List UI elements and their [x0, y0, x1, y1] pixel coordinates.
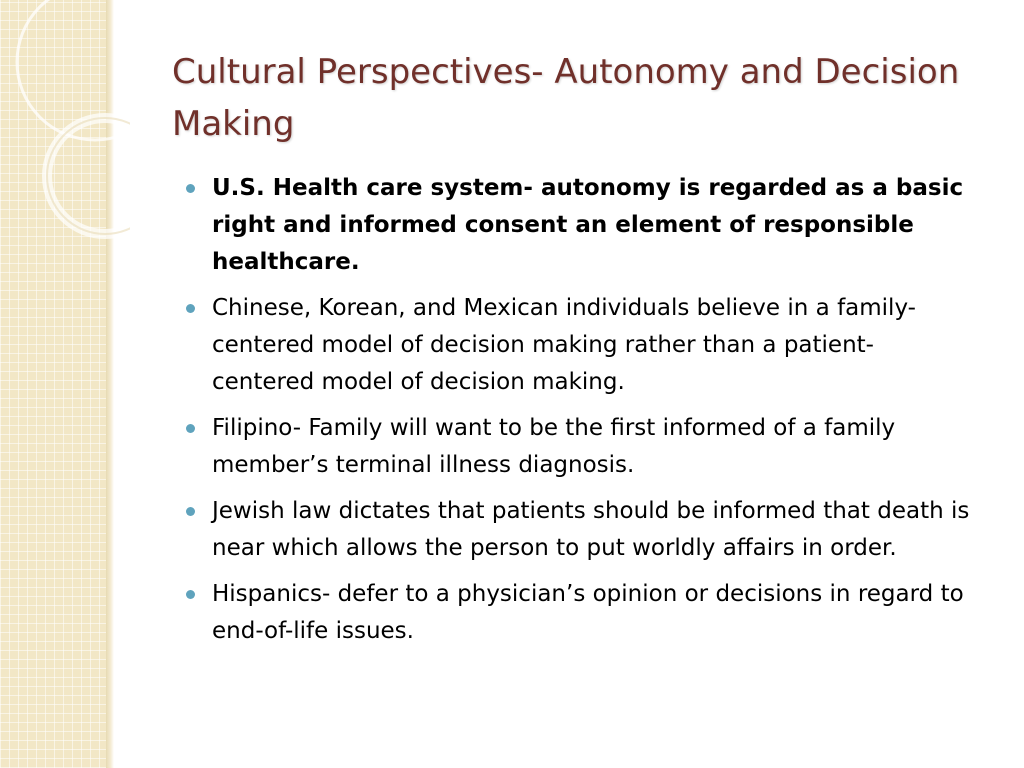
bullet-item [186, 493, 976, 567]
bullet-item [186, 290, 976, 401]
bullet-text: U.S. Health care system- autonomy is regarded as a basic right and informed consent an element of responsible healthcare. [212, 175, 964, 275]
bullet-text: Jewish law dictates that patients should be informed that death is near which allows the person to put worldly affairs in order. [212, 498, 970, 561]
bullet-item [186, 410, 976, 484]
bullet-text: Hispanics- defer to a physician’s opinion or decisions in regard to end-of-life issues. [212, 581, 964, 644]
bullet-dot-icon [186, 184, 195, 193]
bullet-item [186, 576, 976, 650]
bullet-dot-icon [186, 424, 195, 433]
slide-title: Cultural Perspectives- Autonomy and Decision Making [172, 52, 960, 144]
bullet-text: Filipino- Family will want to be the first informed of a family member’s terminal illness diagnosis. [212, 415, 896, 478]
bullet-dot-icon [186, 507, 195, 516]
bullet-text: Chinese, Korean, and Mexican individuals believe in a family-centered model of decision making rather than a patient-centered model of decision making. [212, 295, 916, 395]
bullet-item [186, 170, 976, 281]
bullet-list [186, 170, 976, 659]
bullet-dot-icon [186, 590, 195, 599]
decorative-rings-icon [0, 0, 130, 260]
bullet-dot-icon [186, 304, 195, 313]
